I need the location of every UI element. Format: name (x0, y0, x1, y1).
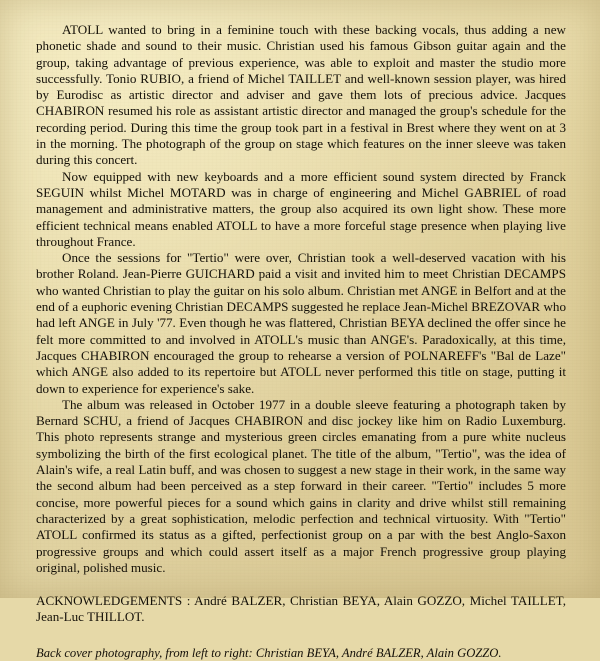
paragraph-3: Once the sessions for "Tertio" were over, Christian took a well-deserved vacation with his brother Roland. Jean-Pierre GUICHARD paid a visit and invited him to meet Christian DECAMPS who wanted Christian to play the guitar on his solo album. Christian met ANGE in Belfort and at the end of a euphoric evening Christian DECAMPS suggested he replace Jean-Michel BREZOVAR who had left ANGE in July '77. Even though he was flattered, Christian BEYA declined the offer since he felt more committed to and involved in ATOLL's music than ANGE's. Paradoxically, at this time, Jacques CHABIRON encouraged the group to rehearse a version of POLNAREFF's "Bal de Laze" which ANGE also added to its repertoire but ATOLL never performed this title on stage, putting it down to experience for experience's sake. (36, 250, 566, 396)
paragraph-1: ATOLL wanted to bring in a feminine touch with these backing vocals, thus adding a new phonetic shade and sound to their music. Christian used his famous Gibson guitar again and the group, taking advantage of previous experience, was able to exploit and master the studio more successfully. Tonio RUBIO, a friend of Michel TAILLET and well-known session player, was hired by Eurodisc as artistic director and adviser and gave them lots of precious advice. Jacques CHABIRON resumed his role as assistant artistic director and managed the group's schedule for the recording period. During this time the group took part in a festival in Brest where they went on at 3 in the morning. The photograph of the group on stage which features on the inner sleeve was taken during this concert. (36, 22, 566, 168)
liner-notes-body (36, 22, 566, 576)
paragraph-2: Now equipped with new keyboards and a more efficient sound system directed by Franck SEGUIN whilst Michel MOTARD was in charge of engineering and Michel GABRIEL of road management and administrative matters, the group also acquired its own light show. These more efficient technical means enabled ATOLL to have a more forceful stage presence when playing live throughout France. (36, 168, 566, 249)
photo-credit-text: Back cover photography, from left to right: Christian BEYA, André BALZER, Alain GOZZO. (36, 645, 502, 660)
paragraph-4: The album was released in October 1977 in a double sleeve featuring a photograph taken by Bernard SCHU, a friend of Jacques CHABIRON and disc jockey like him on Radio Luxemburg. This photo represents strange and mysterious green circles emanating from a pure white nucleus symbolizing the birth of the first ecological planet. The title of the album, "Tertio", was the idea of Alain's wife, a real Latin buff, and was chosen to suggest a new stage in their work, in the same way the second album had been perceived as a step forward in their career. "Tertio" includes 5 more concise, more powerful pieces for a sound which gains in clarity and drive whilst still remaining characterized by a great sophistication, melodic perfection and technical virtuosity. With "Tertio" ATOLL confirmed its status as a gifted, perfectionist group on a par with the best Anglo-Saxon progressive groups and which could assert itself as a major French progressive group playing original, polished music. (36, 396, 566, 575)
acknowledgements-text: ACKNOWLEDGEMENTS : André BALZER, Christian BEYA, Alain GOZZO, Michel TAILLET, Jean-Luc THILLOT. (36, 593, 566, 625)
